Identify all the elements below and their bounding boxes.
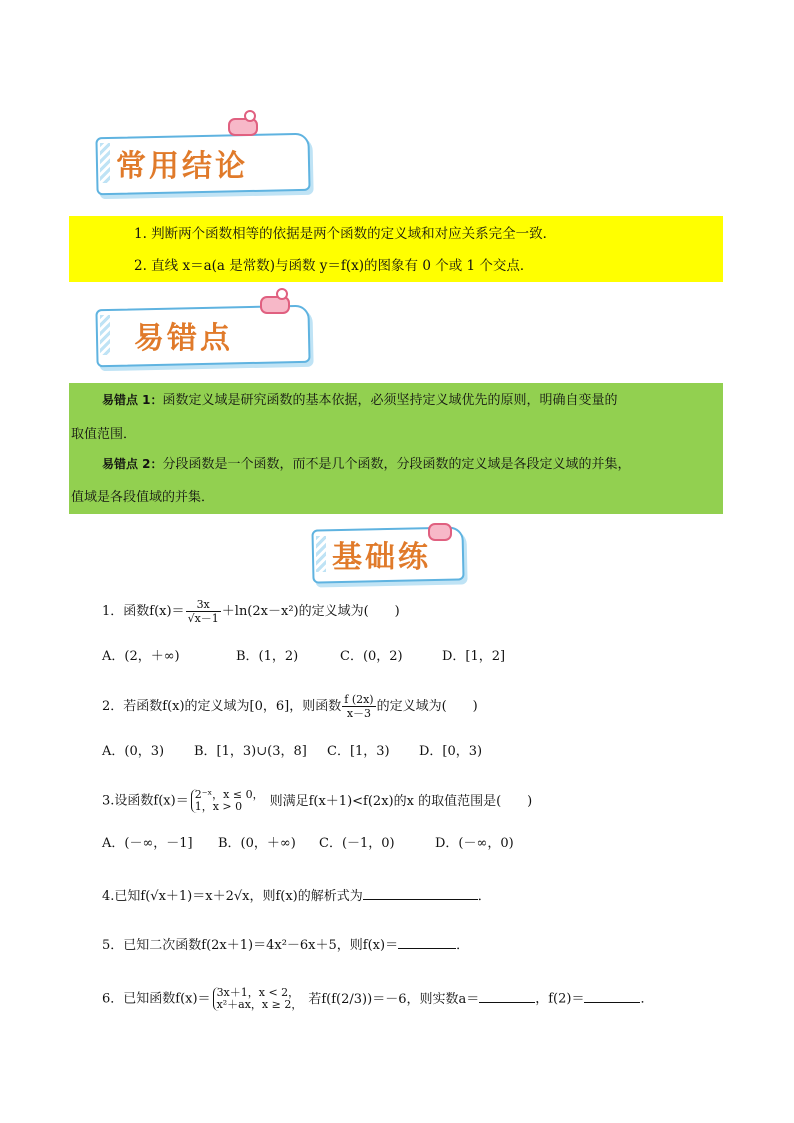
mistake-text: 函数定义域是研究函数的基本依据，必须坚持定义域优先的原则，明确自变量的 xyxy=(162,393,618,408)
q3-option-b[interactable]: B．(0，＋∞) xyxy=(218,836,296,851)
question-1 xyxy=(102,598,400,625)
q2-suffix: 的定义域为( ) xyxy=(376,699,478,714)
banner-mistakes xyxy=(96,307,322,369)
banner-title: 基础练 xyxy=(332,540,431,575)
paperclip-ring-icon xyxy=(244,110,256,122)
q6-piecewise xyxy=(213,987,303,1011)
q1-fraction xyxy=(186,598,221,625)
question-6 xyxy=(102,987,653,1011)
q4-text: 4.已知f(√x＋1)＝x＋2√x，则f(x)的解析式为 xyxy=(102,889,363,904)
q6-case-1: 3x＋1，x < 2， xyxy=(216,986,300,999)
banner-stripe xyxy=(316,536,326,572)
q5-answer-blank[interactable] xyxy=(398,936,456,949)
q6-case-2: x²＋ax，x ≥ 2， xyxy=(216,998,303,1011)
q1-option-d[interactable]: D．[1，2] xyxy=(442,649,506,664)
paperclip-ring-icon xyxy=(276,288,288,300)
q1-option-c[interactable]: C．(0，2) xyxy=(340,649,403,664)
conclusion-2: 2. 直线 x＝a(a 是常数)与函数 y＝f(x)的图象有 0 个或 1 个交点． xyxy=(134,258,534,274)
q2-prefix: 2．若函数f(x)的定义域为[0，6]，则函数 xyxy=(102,699,342,714)
mistake-label: 易错点 1： xyxy=(102,393,163,407)
q6-answer-a-blank[interactable] xyxy=(479,990,535,1003)
paperclip-icon xyxy=(428,523,452,541)
q5-end: ． xyxy=(456,938,470,953)
q2-option-a[interactable]: A．(0，3) xyxy=(102,744,165,759)
q1-numerator: 3x xyxy=(186,598,221,612)
q3-option-c[interactable]: C．(－1，0) xyxy=(319,836,395,851)
q1-option-b[interactable]: B．(1，2) xyxy=(236,649,299,664)
q1-prefix: 1．函数f(x)＝ xyxy=(102,604,185,619)
q3-option-d[interactable]: D．(－∞，0) xyxy=(435,836,514,851)
q6-prefix: 6．已知函数f(x)＝ xyxy=(102,991,211,1007)
mistake-2-line2: 值域是各段值域的并集． xyxy=(71,490,215,505)
q2-denominator: x－3 xyxy=(346,707,372,720)
q6-mid2: ，f(2)＝ xyxy=(535,991,585,1007)
mistake-text: 分段函数是一个函数，而不是几个函数，分段函数的定义域是各段定义域的并集， xyxy=(162,457,631,472)
q2-option-c[interactable]: C．[1，3) xyxy=(327,744,390,759)
mistake-label: 易错点 2： xyxy=(102,457,163,471)
mistake-2-line1 xyxy=(102,453,631,472)
question-4 xyxy=(102,885,491,904)
q2-option-d[interactable]: D．[0，3) xyxy=(419,744,483,759)
q6-end: ． xyxy=(640,991,654,1007)
mistake-1-line1 xyxy=(102,389,618,408)
q3-case-2: 1，x > 0 xyxy=(194,800,243,813)
banner-stripe xyxy=(100,143,110,183)
q4-end: ． xyxy=(477,889,491,904)
q3-piecewise xyxy=(191,789,264,813)
conclusion-box xyxy=(69,216,723,282)
q3-suffix: 则满足f(x＋1)<f(2x)的x 的取值范围是( ) xyxy=(269,793,533,809)
q4-answer-blank[interactable] xyxy=(363,887,478,900)
q3-option-a[interactable]: A．(－∞，－1] xyxy=(102,836,193,851)
question-2 xyxy=(102,693,478,720)
mistakes-box xyxy=(69,383,723,514)
banner-stripe xyxy=(100,315,110,355)
q3-prefix: 3.设函数f(x)＝ xyxy=(102,793,189,809)
q3-case-1: 2⁻ˣ，x ≤ 0， xyxy=(194,788,264,801)
q1-denominator: √x－1 xyxy=(187,612,219,625)
banner-title: 易错点 xyxy=(134,321,233,356)
mistake-1-line2: 取值范围． xyxy=(71,427,137,442)
q2-option-b[interactable]: B．[1，3)∪(3，8] xyxy=(194,744,307,759)
banner-conclusion xyxy=(96,135,322,197)
q2-fraction xyxy=(342,693,375,720)
q1-option-a[interactable]: A．(2，＋∞) xyxy=(102,649,180,664)
question-5 xyxy=(102,934,469,953)
conclusion-1: 1. 判断两个函数相等的依据是两个函数的定义域和对应关系完全一致． xyxy=(134,226,557,242)
question-3 xyxy=(102,789,532,813)
q1-suffix: ＋ln(2x－x²)的定义域为( ) xyxy=(221,604,400,619)
banner-title: 常用结论 xyxy=(116,149,248,184)
q6-mid: 若f(f(2/3))＝－6，则实数a＝ xyxy=(308,991,480,1007)
q2-numerator: f (2x) xyxy=(344,693,374,706)
q6-answer-f2-blank[interactable] xyxy=(584,990,640,1003)
q5-text: 5．已知二次函数f(2x＋1)＝4x²－6x＋5，则f(x)＝ xyxy=(102,938,399,953)
